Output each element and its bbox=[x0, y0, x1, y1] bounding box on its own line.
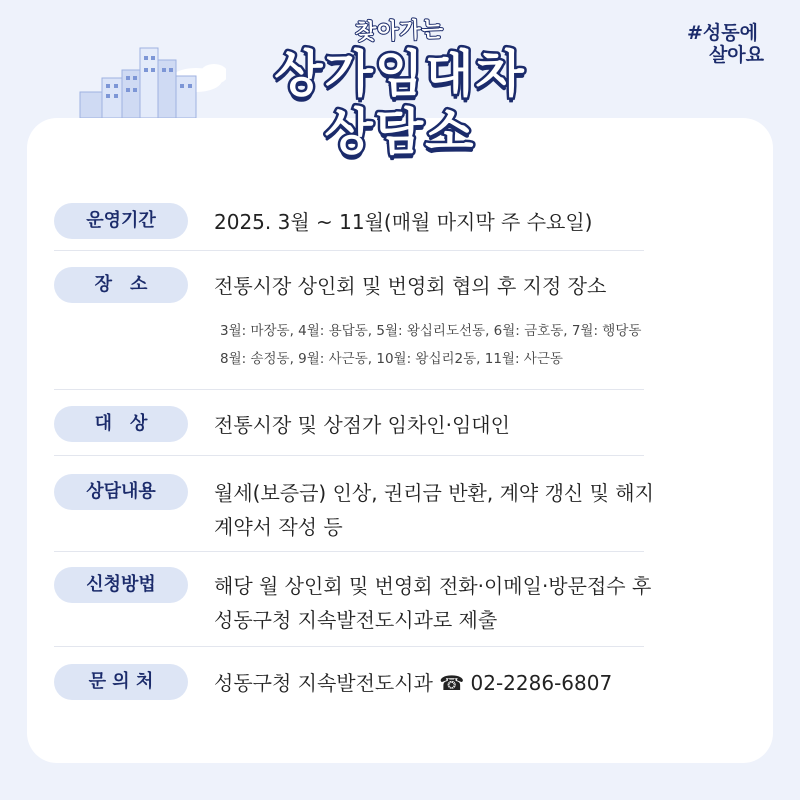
info-row-target bbox=[54, 406, 644, 446]
row-value bbox=[214, 476, 774, 544]
row-label: 신청방법 bbox=[54, 567, 188, 603]
row-value-line-2: 계약서 작성 등 bbox=[214, 515, 343, 539]
info-row-contact bbox=[54, 664, 644, 704]
brand-line-2: 살아요 bbox=[708, 44, 764, 66]
brand-line-1: #성동에 bbox=[686, 22, 758, 44]
info-row-content bbox=[54, 474, 654, 542]
info-row-apply bbox=[54, 567, 652, 637]
brand-logo bbox=[687, 22, 764, 66]
title-subtitle: 찾아가는 bbox=[355, 17, 445, 46]
page-title bbox=[0, 14, 800, 161]
row-value: 2025. 3월 ~ 11월(매월 마지막 주 수요일) bbox=[214, 210, 593, 234]
row-value: 성동구청 지속발전도시과 ☎ 02-2286-6807 bbox=[214, 671, 613, 695]
title-line-2: 상담소 bbox=[324, 103, 476, 161]
title-line-1: 상가임대차 bbox=[274, 45, 526, 103]
row-sub-line-2: 8월: 송정동, 9월: 사근동, 10월: 왕십리2동, 11월: 사근동 bbox=[220, 351, 563, 367]
row-label: 장 소 bbox=[54, 267, 188, 303]
row-value-line-1: 해당 월 상인회 및 번영회 전화·이메일·방문접수 후 bbox=[214, 574, 652, 598]
row-label: 문 의 처 bbox=[54, 664, 188, 700]
row-sub-line-1: 3월: 마장동, 4월: 용답동, 5월: 왕십리도선동, 6월: 금호동, 7월: 행당동 bbox=[220, 323, 642, 339]
row-value-line-2: 성동구청 지속발전도시과로 제출 bbox=[214, 608, 498, 632]
row-label: 상담내용 bbox=[54, 474, 188, 510]
row-label: 운영기간 bbox=[54, 203, 188, 239]
info-row-place bbox=[54, 267, 644, 380]
info-row-period bbox=[54, 203, 644, 241]
row-value: 전통시장 및 상점가 임차인·임대인 bbox=[214, 413, 510, 437]
row-value bbox=[214, 569, 774, 637]
row-value-line-1: 월세(보증금) 인상, 권리금 반환, 계약 갱신 및 해지 bbox=[214, 481, 654, 505]
row-value: 전통시장 상인회 및 번영회 협의 후 지정 장소 bbox=[214, 274, 607, 298]
row-label: 대 상 bbox=[54, 406, 188, 442]
